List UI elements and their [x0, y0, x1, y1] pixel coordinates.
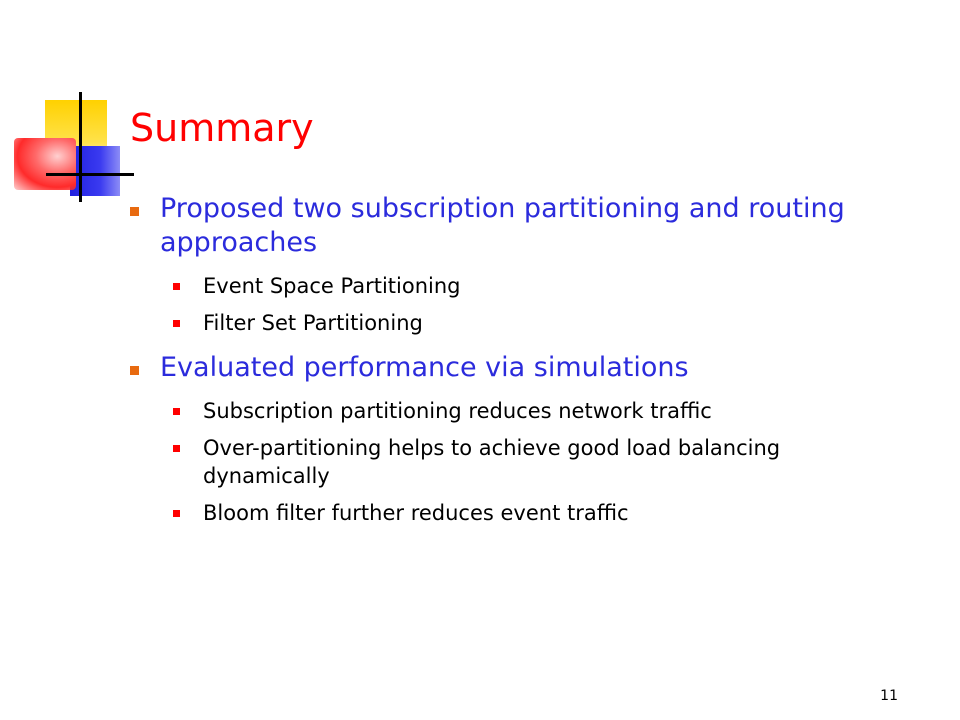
sub-bullet-text: Subscription partitioning reduces network traffic [203, 399, 712, 423]
bullet-group [130, 192, 910, 337]
bullet-item [130, 192, 910, 260]
vertical-rule [79, 92, 82, 202]
square-bullet-icon [173, 510, 180, 517]
sub-bullet-text: Event Space Partitioning [203, 274, 461, 298]
bullet-group [130, 351, 910, 527]
square-bullet-icon [173, 283, 180, 290]
blue-square [70, 146, 120, 196]
corner-squares-logo-icon [0, 0, 140, 210]
slide-title: Summary [130, 106, 314, 150]
sub-bullet-text: Filter Set Partitioning [203, 311, 423, 335]
sub-bullet-item [130, 397, 910, 425]
sub-bullet-item [130, 499, 910, 527]
bullet-text: Proposed two subscription partitioning and routing approaches [160, 193, 845, 258]
bullet-item [130, 351, 910, 385]
sub-bullet-item [130, 272, 910, 300]
horizontal-rule [46, 173, 134, 176]
sub-bullet-item [130, 434, 910, 490]
square-bullet-icon [130, 207, 139, 216]
sub-bullet-item [130, 309, 910, 337]
square-bullet-icon [173, 320, 180, 327]
bullet-list [130, 192, 910, 541]
square-bullet-icon [173, 408, 180, 415]
square-bullet-icon [173, 445, 180, 452]
red-square [14, 138, 76, 190]
bullet-text: Evaluated performance via simulations [160, 352, 689, 383]
sub-bullet-text: Over-partitioning helps to achieve good load balancing dynamically [203, 436, 781, 488]
page-number: 11 [880, 688, 898, 704]
square-bullet-icon [130, 366, 139, 375]
sub-bullet-text: Bloom filter further reduces event traffic [203, 501, 629, 525]
